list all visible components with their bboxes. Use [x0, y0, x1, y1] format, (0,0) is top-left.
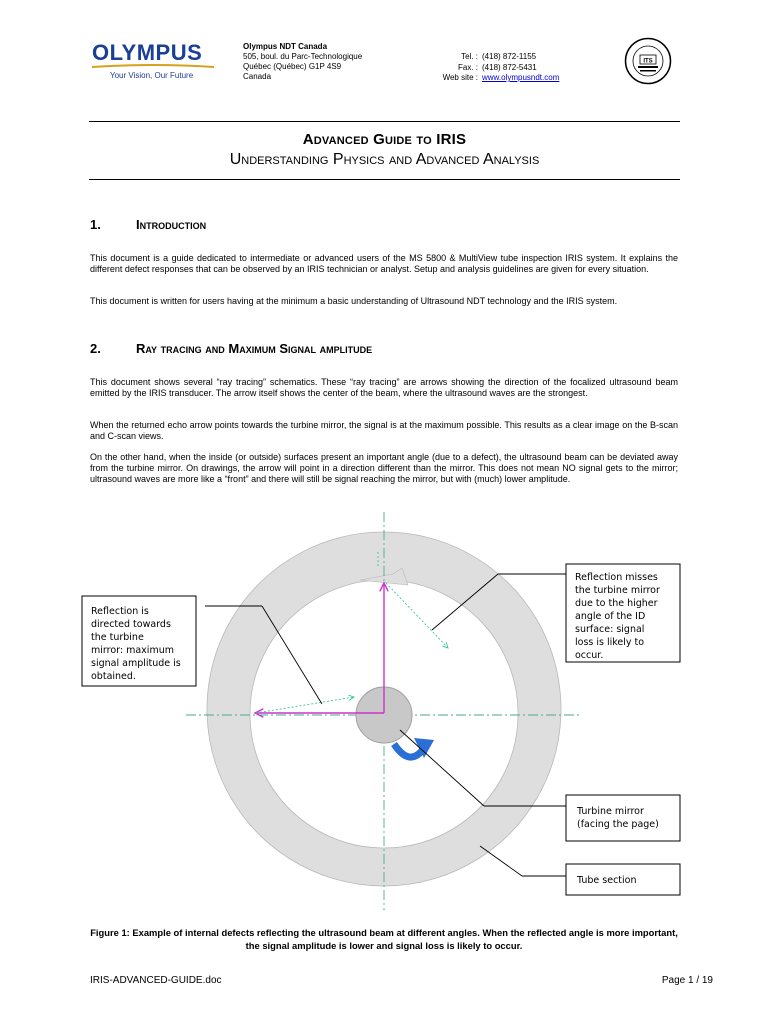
- footer-page-number: Page 1 / 19: [661, 975, 713, 986]
- callout-line: Reflection misses: [575, 572, 658, 583]
- callout-line: mirror: maximum: [91, 645, 174, 656]
- company-address: [243, 42, 362, 82]
- callout-line: signal amplitude is: [91, 658, 181, 669]
- address-line: Canada: [243, 72, 272, 81]
- section-title: Ray tracing and Maximum Signal amplitude: [136, 341, 373, 356]
- section-number: 2.: [90, 341, 101, 356]
- company-name: Olympus NDT Canada: [243, 42, 328, 51]
- callout-line: surface: signal: [575, 624, 645, 635]
- web-label: Web site :: [442, 73, 478, 82]
- paragraph: On the other hand, when the inside (or outside) surfaces present an important angle (due to a defect), the ultrasound beam can be deviated away from the turbine mirror. On drawings, the arrow will point in a direction different than the mirror. This does not mean NO signal gets to the mirror; ultrasound waves are more like a “front” and there will still be signal reaching the mirror, but with (much) lower amplitude.: [90, 452, 678, 485]
- title-rule-top: [89, 121, 680, 122]
- figure-caption: Figure 1: Example of internal defects reflecting the ultrasound beam at different angles. When the reflected angle is more important, the signal amplitude is lower and signal loss is likely to occur.: [90, 927, 678, 951]
- callout-box-mirror: [566, 795, 680, 841]
- paragraph: This document is written for users having at the minimum a basic understanding of Ultrasound NDT technology and the IRIS system.: [90, 296, 618, 306]
- address-line: Québec (Québec) G1P 4S9: [243, 62, 342, 71]
- callout-line: obtained.: [91, 671, 136, 682]
- callout-line: angle of the ID: [575, 611, 646, 622]
- callout-line: occur.: [575, 650, 604, 661]
- paragraph: When the returned echo arrow points towards the turbine mirror, the signal is at the maximum possible. This results as a clear image on the B-scan and C-scan views.: [90, 420, 678, 442]
- fax-label: Fax. :: [457, 62, 478, 72]
- section-heading: [90, 217, 206, 232]
- paragraph: This document shows several “ray tracing” schematics. These “ray tracing” are arrows showing the direction of the focalized ultrasound beam emitted by the IRIS transducer. The arrow itself shows the center of the beam, where the ultrasound waves are the strongest.: [90, 377, 678, 399]
- callout-line: Tube section: [577, 875, 637, 886]
- callout-line: directed towards: [91, 619, 171, 630]
- contact-info: [410, 52, 570, 84]
- section-title: Introduction: [136, 217, 207, 232]
- callout-line: loss is likely to: [575, 637, 645, 648]
- callout-line: the turbine mirror: [575, 585, 660, 596]
- tel-value: (418) 872-1155: [482, 52, 537, 61]
- callout-tube-text: [576, 875, 637, 886]
- callout-line: Turbine mirror: [577, 806, 644, 817]
- fax-value: (418) 872-5431: [482, 62, 537, 72]
- logo-swoosh-icon: [92, 64, 214, 68]
- olympus-logo: OLYMPUS: [92, 40, 203, 65]
- tel-label: Tel. :: [461, 52, 478, 61]
- address-line: 505, boul. du Parc-Technologique: [243, 52, 363, 61]
- document-subtitle: Understanding Physics and Advanced Analysis: [229, 151, 540, 168]
- document-title: Advanced Guide to IRIS: [302, 131, 467, 148]
- paragraph: This document is a guide dedicated to intermediate or advanced users of the MS 5800 & MultiView tube inspection IRIS system. It explains the different defect responses that can be observed by an IRIS technician or analyst. Setup and analysis guidelines are given for every situation.: [90, 253, 678, 275]
- callout-line: (facing the page): [577, 819, 659, 830]
- iso-seal-icon: [624, 37, 672, 85]
- section-number: 1.: [90, 217, 101, 232]
- title-rule-bottom: [89, 179, 680, 180]
- section-heading: [90, 341, 372, 356]
- callout-line: due to the higher: [575, 598, 658, 609]
- website-link[interactable]: www.olympusndt.com: [482, 73, 560, 82]
- logo-tagline: Your Vision, Our Future: [110, 71, 194, 80]
- ray-tracing-diagram: [0, 505, 768, 925]
- footer-filename: IRIS-ADVANCED-GUIDE.doc: [90, 975, 222, 986]
- callout-line: the turbine: [91, 632, 144, 643]
- svg-text:ITS: ITS: [643, 58, 653, 65]
- callout-line: Reflection is: [91, 606, 149, 617]
